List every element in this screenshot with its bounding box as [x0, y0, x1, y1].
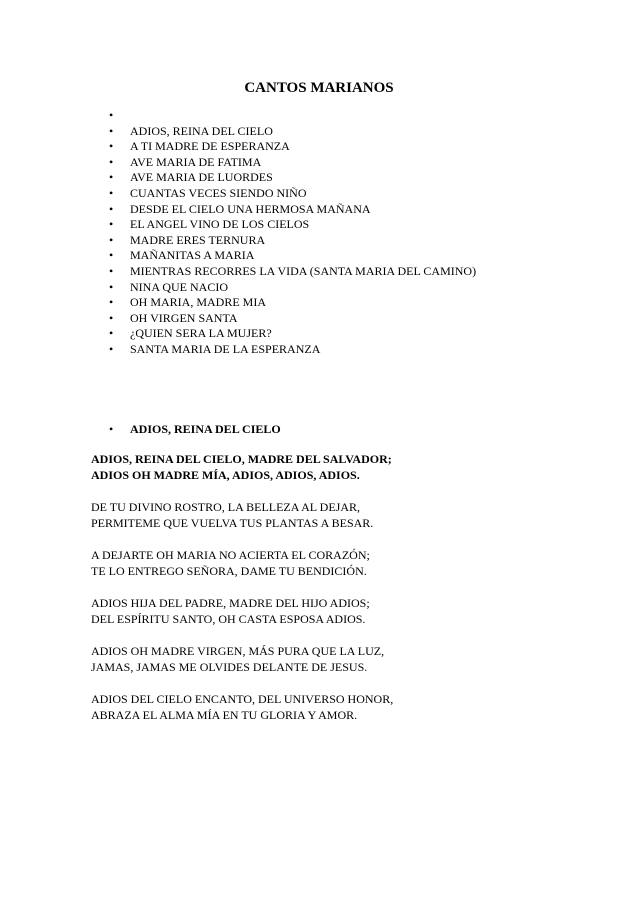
list-item-label: MIENTRAS RECORRES LA VIDA (SANTA MARIA DEL CAMINO): [130, 263, 477, 278]
bullet-icon: •: [109, 139, 114, 154]
list-item-label: ADIOS, REINA DEL CIELO: [130, 123, 273, 138]
list-item-label: SANTA MARIA DE LA ESPERANZA: [130, 341, 321, 356]
lyric-line: ABRAZA EL ALMA MÍA EN TU GLORIA Y AMOR.: [91, 708, 358, 722]
lyric-line: ADIOS OH MADRE VIRGEN, MÁS PURA QUE LA LUZ,: [91, 644, 385, 658]
bullet-icon: •: [109, 326, 114, 341]
lyric-line: ADIOS DEL CIELO ENCANTO, DEL UNIVERSO HONOR,: [91, 692, 394, 706]
bullet-icon: •: [109, 201, 114, 216]
bullet-icon: •: [109, 310, 114, 325]
bullet-icon: •: [109, 263, 114, 278]
list-item-label: EL ANGEL VINO DE LOS CIELOS: [130, 217, 310, 232]
song-heading-label: ADIOS, REINA DEL CIELO: [130, 422, 281, 436]
lyric-line: ADIOS, REINA DEL CIELO, MADRE DEL SALVADOR;: [91, 452, 392, 466]
lyric-line: A DEJARTE OH MARIA NO ACIERTA EL CORAZÓN;: [91, 548, 370, 562]
bullet-icon: •: [109, 248, 114, 263]
list-item-label: MADRE ERES TERNURA: [130, 232, 266, 247]
list-item-label: DESDE EL CIELO UNA HERMOSA MAÑANA: [130, 201, 371, 216]
lyric-line: DEL ESPÍRITU SANTO, OH CASTA ESPOSA ADIOS.: [91, 612, 366, 626]
song-heading: [0, 421, 600, 437]
stanza: [91, 691, 611, 723]
lyric-line: ADIOS OH MADRE MÍA, ADIOS, ADIOS, ADIOS.: [91, 468, 360, 482]
stanza: [91, 643, 611, 675]
list-item-label: AVE MARIA DE LUORDES: [130, 170, 273, 185]
bullet-icon: •: [109, 232, 114, 247]
bullet-icon: •: [109, 422, 114, 436]
stanza: [91, 547, 611, 579]
stanza: [91, 499, 611, 531]
page-title: CANTOS MARIANOS: [244, 80, 394, 96]
stanza: [91, 595, 611, 627]
list-item-label: MAÑANITAS A MARIA: [130, 248, 255, 263]
lyric-line: PERMITEME QUE VUELVA TUS PLANTAS A BESAR.: [91, 516, 374, 530]
list-item-label: AVE MARIA DE FATIMA: [130, 154, 262, 169]
lyric-line: JAMAS, JAMAS ME OLVIDES DELANTE DE JESUS.: [91, 660, 368, 674]
list-item-label: ¿QUIEN SERA LA MUJER?: [130, 326, 272, 341]
bullet-icon: •: [109, 154, 114, 169]
refrain: [91, 451, 611, 483]
bullet-icon: •: [109, 341, 114, 356]
lyric-line: ADIOS HIJA DEL PADRE, MADRE DEL HIJO ADIOS;: [91, 596, 370, 610]
bullet-icon: •: [109, 217, 114, 232]
bullet-icon: •: [109, 123, 114, 138]
list-item-label: CUANTAS VECES SIENDO NIÑO: [130, 185, 307, 200]
bullet-icon: •: [109, 170, 114, 185]
lyric-line: DE TU DIVINO ROSTRO, LA BELLEZA AL DEJAR,: [91, 500, 360, 514]
bullet-icon: •: [109, 295, 114, 310]
bullet-icon: •: [109, 108, 114, 122]
lyric-line: TE LO ENTREGO SEÑORA, DAME TU BENDICIÓN.: [91, 564, 367, 578]
bullet-icon: •: [109, 279, 114, 294]
list-item-label: OH VIRGEN SANTA: [130, 310, 238, 325]
song-lyrics: [91, 451, 611, 739]
list-item-label: OH MARIA, MADRE MIA: [130, 295, 267, 310]
list-item-label: NINA QUE NACIO: [130, 279, 228, 294]
bullet-icon: •: [109, 185, 114, 200]
list-item-label: A TI MADRE DE ESPERANZA: [130, 139, 290, 154]
